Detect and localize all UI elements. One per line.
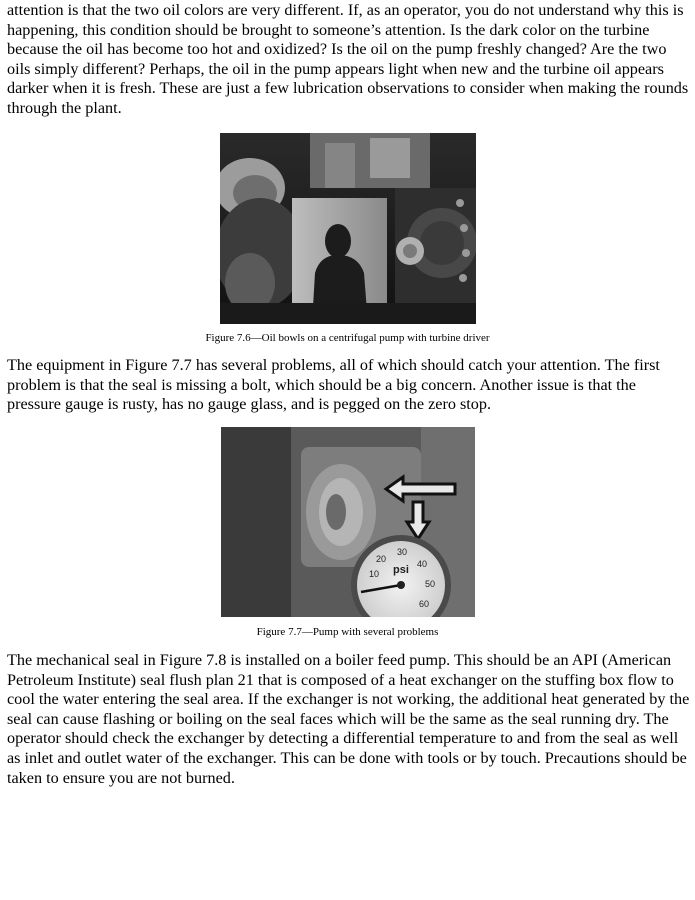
figure-7-7-caption: Figure 7.7—Pump with several problems (256, 626, 439, 638)
paragraph-oil-colors: attention is that the two oil colors are very different. If, as an operator, you do not understand why this is happening, this condition should be brought to someone’s attention. Is the dark color on the turbine because the oil has become too hot and oxidized? Is the oil on the pump freshly changed? Are the two oils simply different? Perhaps, the oil in the pump appears light when new and the turbine oil appears darker when it is fresh. These are just a few lubrication observations to consider when making the rounds through the plant. (7, 1, 689, 117)
gauge-unit-psi: psi (393, 564, 409, 576)
gauge-label-60: 60 (419, 599, 430, 609)
gauge-label-40: 40 (417, 559, 428, 569)
figure-7-6-photo (220, 133, 476, 324)
paragraph-equipment-problems: The equipment in Figure 7.7 has several problems, all of which should catch your attention. The first problem is that the seal is missing a bolt, which should be a big concern. Another issue is that the pressure gauge is rusty, has no gauge glass, and is pegged on the zero stop. (7, 356, 660, 414)
gauge-label-30: 30 (397, 547, 408, 557)
figure-7-7-photo (221, 427, 475, 617)
pump-problems-photo-illustration (221, 427, 475, 617)
gauge-label-10: 10 (369, 569, 380, 579)
gauge-label-50: 50 (425, 579, 436, 589)
oil-bowls-photo-illustration (220, 133, 476, 324)
paragraph-mechanical-seal: The mechanical seal in Figure 7.8 is installed on a boiler feed pump. This should be an API (American Petroleum Institute) seal flush plan 21 that is composed of a heat exchanger on the stuffing box flow to cool the water entering the seal area. If the exchanger is not working, the additional heat generated by the seal can cause flashing or boiling on the seal faces which will be the same as the seal running dry. The operator should check the exchanger by detecting a differential temperature to and from the seal as well as inlet and outlet water of the exchanger. This can be done with tools or by touch. Precautions should be taken to ensure you are not burned. (7, 651, 690, 787)
figure-7-6-caption: Figure 7.6—Oil bowls on a centrifugal pump with turbine driver (205, 332, 490, 344)
gauge-label-20: 20 (376, 554, 387, 564)
